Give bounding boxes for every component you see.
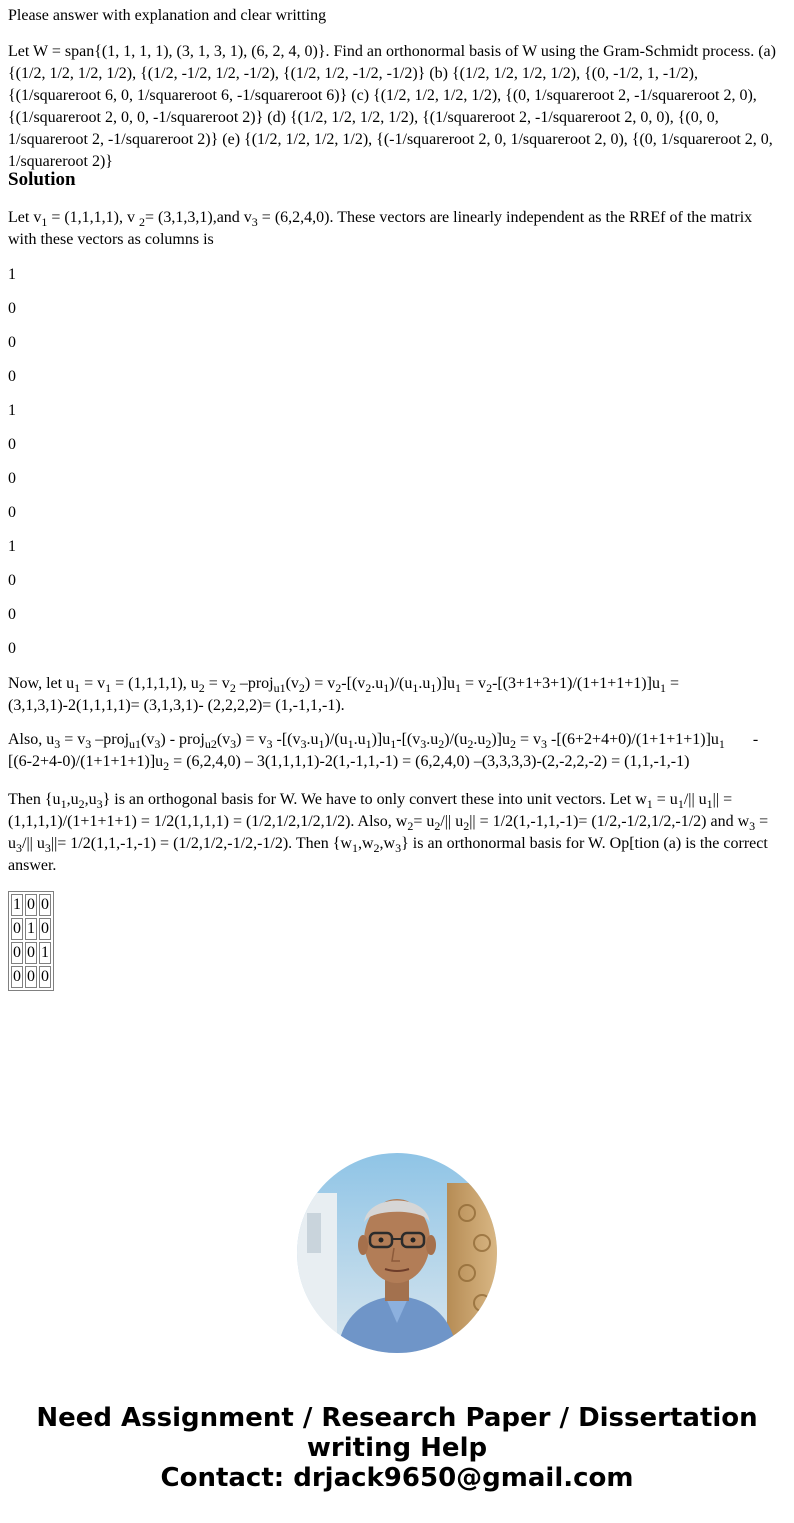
author-portrait-image xyxy=(297,1153,497,1353)
promo-line: writing Help xyxy=(306,1433,488,1463)
rref-digit: 0 xyxy=(8,368,16,385)
matrix-cell: 1 xyxy=(25,918,37,940)
solution-heading: Solution xyxy=(8,169,76,190)
matrix-cell: 1 xyxy=(39,942,51,964)
matrix-cell: 0 xyxy=(39,894,51,916)
author-avatar xyxy=(297,1153,497,1353)
rref-digit: 0 xyxy=(8,504,16,521)
table-row xyxy=(11,966,51,988)
solution-paragraph-2: Now, let $u_1 = v_1 = (1,1,1,1)$, $u_2 = v_2$ $-proj_{u1}(v_2) = v_2-[(v_2.u_1)/(u_1.u_1)]u_1 = v_2-[(3+1+3+1)/(1+1+1+1)]u_1 = (3,1,3,1)-2(1,1,1,1)= (3,1,3,1)-$ (2,2,2,2)= (1,-1,1,-1). xyxy=(8,675,679,714)
rref-digit: 0 xyxy=(8,300,16,317)
promo-line: Need Assignment / Research Paper / Dissertation xyxy=(36,1403,758,1433)
matrix-cell: 0 xyxy=(11,942,23,964)
matrix-cell: 0 xyxy=(11,918,23,940)
rref-digit: 0 xyxy=(8,470,16,487)
rref-digit: 1 xyxy=(8,266,16,283)
matrix-cell: 0 xyxy=(25,894,37,916)
matrix-cell: 0 xyxy=(39,966,51,988)
solution-paragraph-3: Also, $u_3 = v_3$ $-proj_{u1}(v_3)$ - $proj_{u2}(v_3) = v_3$ $-[(v_3.u_1)/(u_1.u_1)]u_1-[(v_3.u_2)/(u_2.u_2)]u_2 = v_3$ $-[(6+2+4+0)/(1+1+1+1)]u_1$ $-[(6-2+4-0)/(1+1+1+1)]u_2 = (6,2,4,0) - 3(1,1,1,1)-2(1,-1,1,-1) = (6,2,4,0) -(3,3,3,3)-(2,-2,2,-2) = (1,1,-1,-1)$ xyxy=(8,731,759,773)
table-row xyxy=(11,894,51,916)
solution-paragraph-4: Then $\{u_1,u_2,u_3\}$ is an orthogonal basis for W. We have to only convert these into unit vectors. Let $w_1 = u_1/||$ $u_1|| = (1,1,1,1)/(1+1+1+1) = 1/2(1,1,1,1) = (1/2,1/2,1/2,1/2)$. Also, $w_2= u_2/||$ $u_2|| = 1/2(1,-1,1,-1)= (1/2,-1/2,1/2,-1/2)$ and $w_3 = u_3/||$ $u_3||= 1/2(1,1,-1,-1) = (1/2,1/2,-1/2,-1/2)$. Then $\{w_1,w_2,w_3\}$ is an orthonormal basis for W. Op[tion (a) is the correct answer. xyxy=(8,791,769,874)
rref-digit: 0 xyxy=(8,572,16,589)
promo-banner xyxy=(0,1403,794,1493)
matrix-cell: 0 xyxy=(25,966,37,988)
solution-paragraph-1: Let $v_1 = (1,1,1,1)$, v $_2$= (3,1,3,1),and $v_3 = (6,2,4,0)$. These vectors are linearly independent as the RREf of the matrix with these vectors as columns is xyxy=(8,209,753,248)
rref-matrix-table xyxy=(8,891,54,991)
matrix-cell: 0 xyxy=(39,918,51,940)
matrix-cell: 0 xyxy=(11,966,23,988)
promo-contact-email: Contact: drjack9650@gmail.com xyxy=(160,1463,634,1493)
rref-digit: 0 xyxy=(8,334,16,351)
matrix-cell: 0 xyxy=(25,942,37,964)
rref-digit: 1 xyxy=(8,402,16,419)
rref-digit: 0 xyxy=(8,436,16,453)
table-row xyxy=(11,942,51,964)
question-text: Let W = span{(1, 1, 1, 1), (3, 1, 3, 1), (6, 2, 4, 0)}. Find an orthonormal basis of W using the Gram-Schmidt process. (a) {(1/2, 1/2, 1/2, 1/2), {(1/2, -1/2, 1/2, -1/2), {(1/2, 1/2, -1/2, -1/2)} (b) {(1/2, 1/2, 1/2, 1/2), {(0, -1/2, 1, -1/2), {(1/squareroot 6, 0, 1/squareroot 6, -1/squareroot 6)} (c) {(1/2, 1/2, 1/2, 1/2), {(0, 1/squareroot 2, -1/squareroot 2, 0), {(1/squareroot 2, 0, 0, -1/squareroot 2)} (d) {(1/2, 1/2, 1/2, 1/2), {(1/squareroot 2, -1/squareroot 2, 0, 0), {(0, 0, 1/squareroot 2, -1/squareroot 2)} (e) {(1/2, 1/2, 1/2, 1/2), {(-1/squareroot 2, 0, 1/squareroot 2, 0), {(0, 1/squareroot 2, 0, 1/squareroot 2)} xyxy=(8,43,776,170)
table-row xyxy=(11,918,51,940)
intro-text: Please answer with explanation and clear writting xyxy=(8,7,327,24)
rref-digit: 0 xyxy=(8,606,16,623)
rref-digit: 0 xyxy=(8,640,16,657)
matrix-cell: 1 xyxy=(11,894,23,916)
rref-digit: 1 xyxy=(8,538,16,555)
